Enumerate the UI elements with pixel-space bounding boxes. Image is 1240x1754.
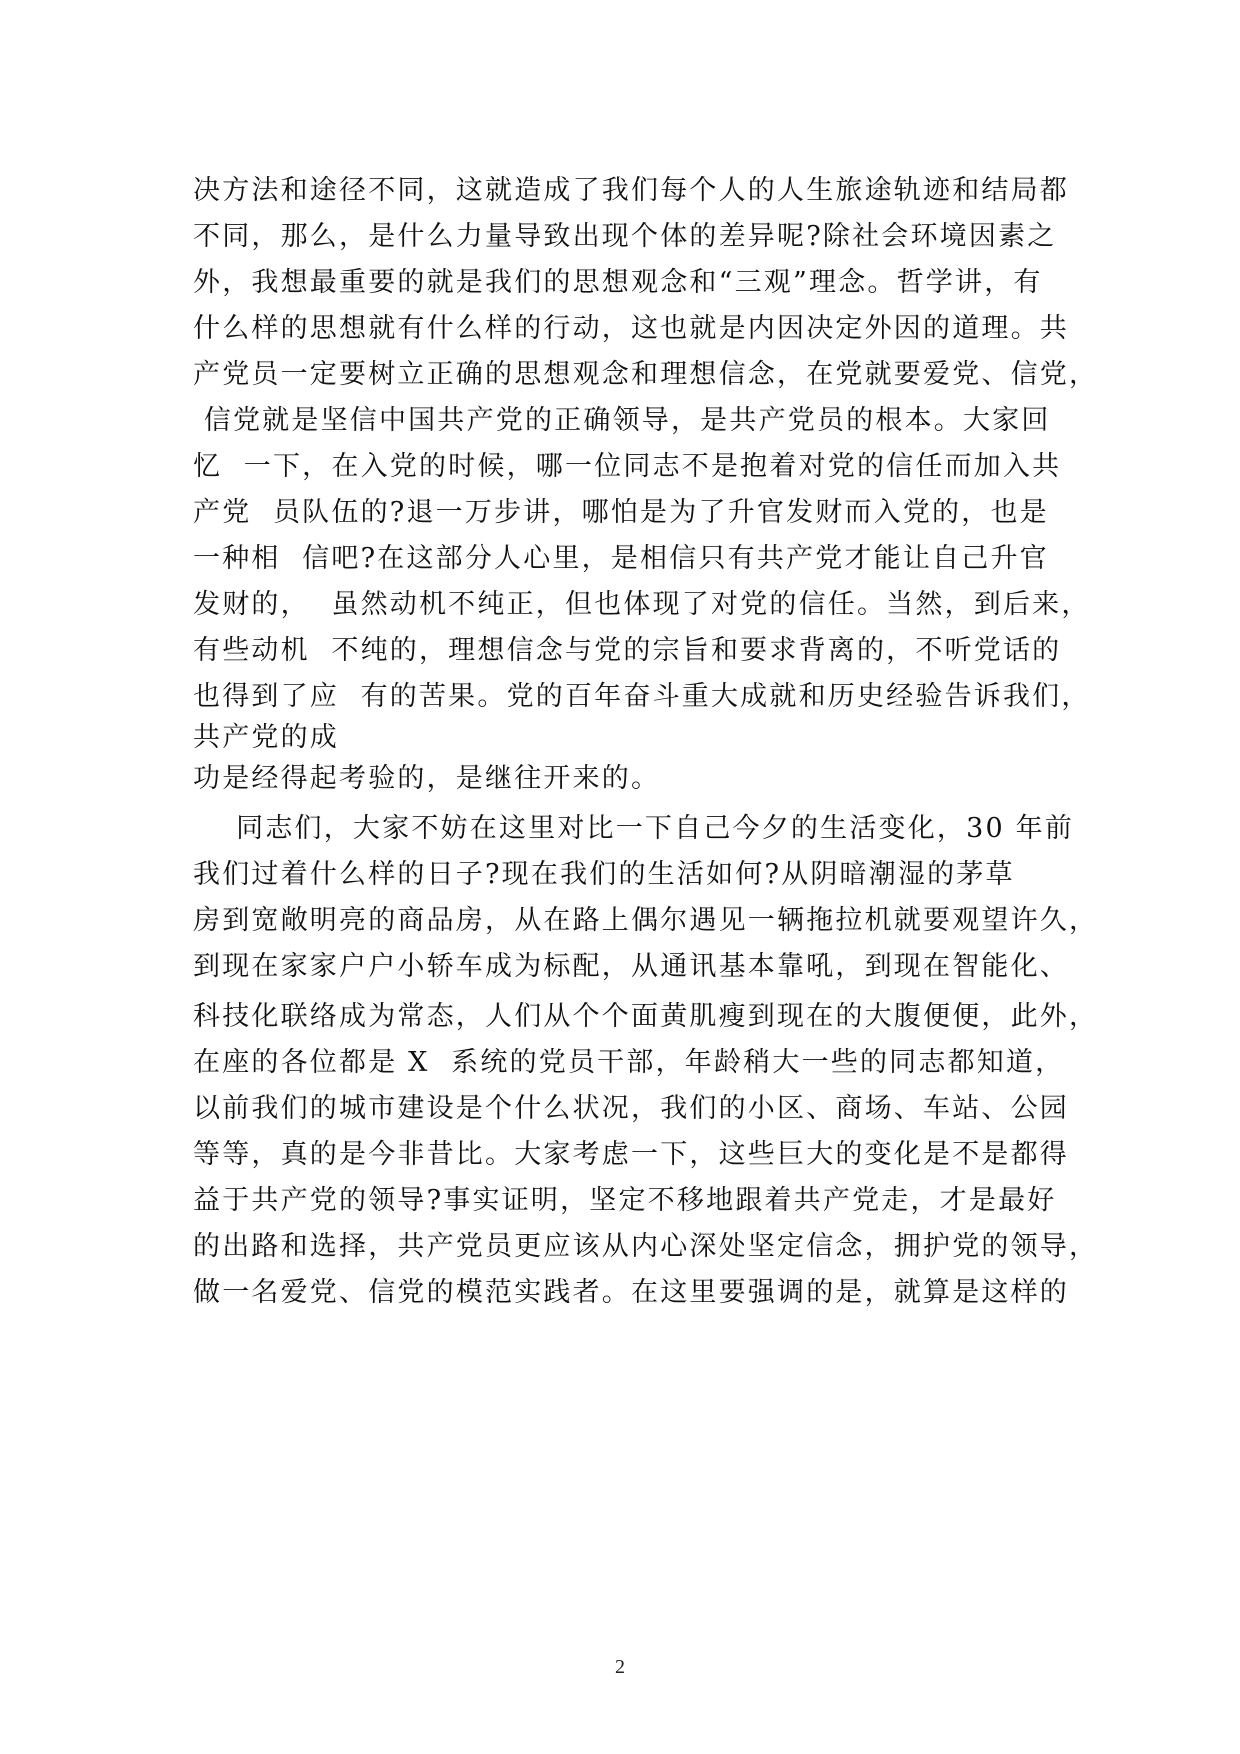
text-line: 到现在家家户户小轿车成为标配，从通讯基本靠吼，到现在智能化、 [193,951,1069,982]
text-line: 忆 一下，在入党的时候，哪一位同志不是抱着对党的信任而加入共 [193,451,1062,482]
text-line: 信党就是坚信中国共产党的正确领导，是共产党员的根本。大家回 [193,405,1051,436]
text-line: 也得到了应 有的苦果。党的百年奋斗重大成就和历史经验告诉我们， [193,681,1091,712]
text-line: 功是经得起考验的，是继往开来的。 [193,763,661,794]
text-line: 在座的各位都是 X 系统的党员干部，年龄稍大一些的同志都知道， [193,1047,1065,1078]
text-line: 益于共产党的领导?事实证明，坚定不移地跟着共产党走，才是最好 [193,1185,1057,1216]
text-line: 不同，那么，是什么力量导致出现个体的差异呢?除社会环境因素之 [193,221,1057,252]
text-line: 的出路和选择，共产党员更应该从内心深处坚定信念，拥护党的领导， [193,1231,1099,1262]
text-line: 科技化联络成为常态，人们从个个面黄肌瘦到现在的大腹便便，此外， [193,1001,1099,1032]
text-line: 一种相 信吧?在这部分人心里，是相信只有共产党才能让自己升官 [193,543,1049,574]
text-line: 发财的， 虽然动机不纯正，但也体现了对党的信任。当然，到后来， [193,589,1091,620]
text-line: 做一名爱党、信党的模范实践者。在这里要强调的是，就算是这样的 [193,1277,1069,1308]
text-line: 有些动机 不纯的，理想信念与党的宗旨和要求背离的，不听党话的 [193,635,1062,666]
text-line: 共产党的成 [193,722,339,753]
text-line: 以前我们的城市建设是个什么状况，我们的小区、商场、车站、公园 [193,1093,1069,1124]
paragraph-start-line: 同志们，大家不妨在这里对比一下自己今夕的生活变化，30 年前 [193,813,1075,844]
text-line: 等等，真的是今非昔比。大家考虑一下，这些巨大的变化是不是都得 [193,1139,1069,1170]
text-line: 产党 员队伍的?退一万步讲，哪怕是为了升官发财而入党的，也是 [193,497,1049,528]
text-line: 外，我想最重要的就是我们的思想观念和“三观”理念。哲学讲，有 [193,267,1043,298]
body-text [193,168,1099,1316]
text-line: 决方法和途径不同，这就造成了我们每个人的人生旅途轨迹和结局都 [193,175,1069,206]
page-number: 2 [615,1656,625,1678]
text-line: 我们过着什么样的日子?现在我们的生活如何?从阴暗潮湿的茅草 [193,859,1015,890]
text-line: 产党员一定要树立正确的思想观念和理想信念，在党就要爱党、信党， [193,359,1099,390]
text-line: 什么样的思想就有什么样的行动，这也就是内因决定外因的道理。共 [193,313,1069,344]
text-line: 房到宽敞明亮的商品房，从在路上偶尔遇见一辆拖拉机就要观望许久， [193,905,1099,936]
